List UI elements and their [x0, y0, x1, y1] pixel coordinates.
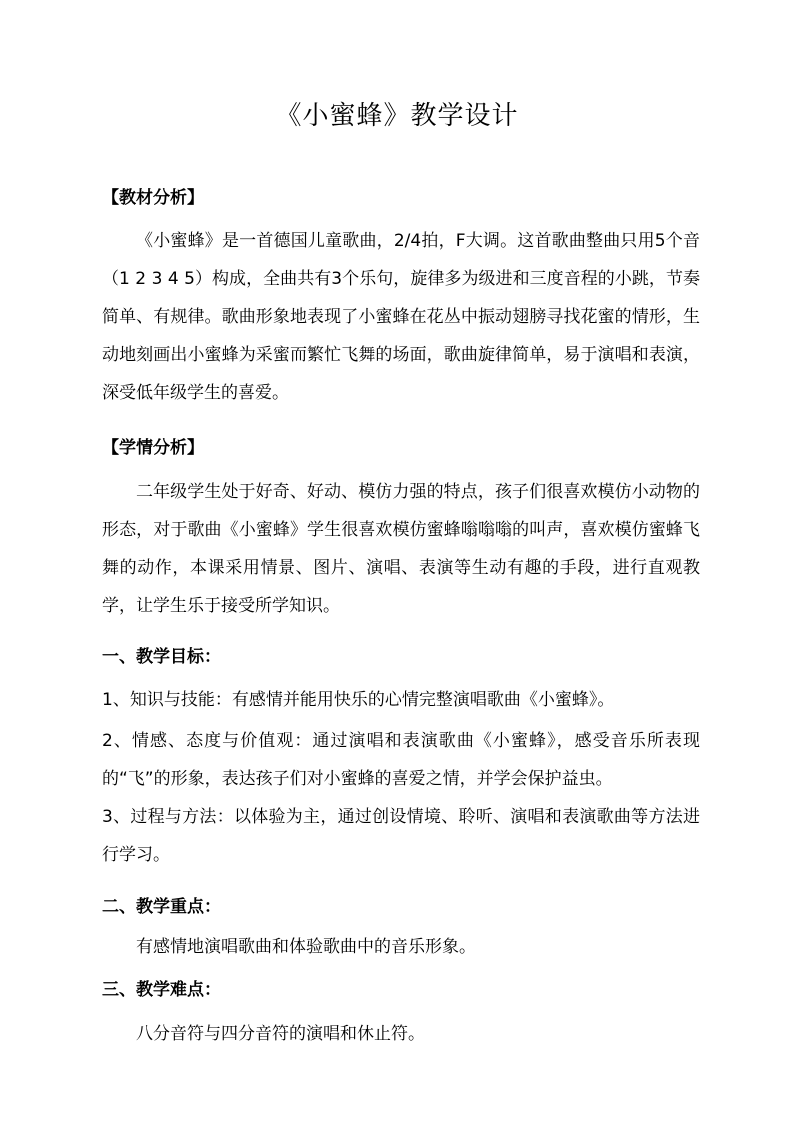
- teaching-goals-heading: 一、教学目标：: [102, 647, 221, 667]
- key-points-heading: 二、教学重点：: [102, 897, 221, 917]
- goal-emotion-attitude: 2、情感、态度与价值观：通过演唱和表演歌曲《小蜜蜂》，感受音乐所表现的“飞”的形象，表达孩子们对小蜜蜂的喜爱之情，并学会保护益虫。: [102, 731, 700, 789]
- material-analysis-text: 《小蜜蜂》是一首德国儿童歌曲，2/4拍，F大调。这首歌曲整曲只用5个音（1 2 3 4 5）构成，全曲共有3个乐句，旋律多为级进和三度音程的小跳，节奏简单、有规律。歌曲形象地表现了小蜜蜂在花丛中振动翅膀寻找花蜜的情形，生动地刻画出小蜜蜂为采蜜而繁忙飞舞的场面，歌曲旋律简单，易于演唱和表演，深受低年级学生的喜爱。: [102, 231, 700, 403]
- difficulties-text: 八分音符与四分音符的演唱和休止符。: [136, 1024, 425, 1044]
- student-analysis-heading: 【学情分析】: [102, 438, 204, 458]
- student-analysis-text: 二年级学生处于好奇、好动、模仿力强的特点，孩子们很喜欢模仿小动物的形态，对于歌曲《小蜜蜂》学生很喜欢模仿蜜蜂嗡嗡嗡的叫声，喜欢模仿蜜蜂飞舞的动作，本课采用情景、图片、演唱、表演等生动有趣的手段，进行直观教学，让学生乐于接受所学知识。: [102, 482, 700, 616]
- goal-knowledge-skills: 1、知识与技能：有感情并能用快乐的心情完整演唱歌曲《小蜜蜂》。: [102, 690, 615, 710]
- document-title: 《小蜜蜂》教学设计: [275, 101, 519, 131]
- key-points-text: 有感情地演唱歌曲和体验歌曲中的音乐形象。: [136, 937, 476, 957]
- difficulties-heading: 三、教学难点：: [102, 980, 221, 1000]
- material-analysis-heading: 【教材分析】: [102, 188, 204, 208]
- goal-process-method: 3、过程与方法：以体验为主，通过创设情境、聆听、演唱和表演歌曲等方法进行学习。: [102, 807, 700, 865]
